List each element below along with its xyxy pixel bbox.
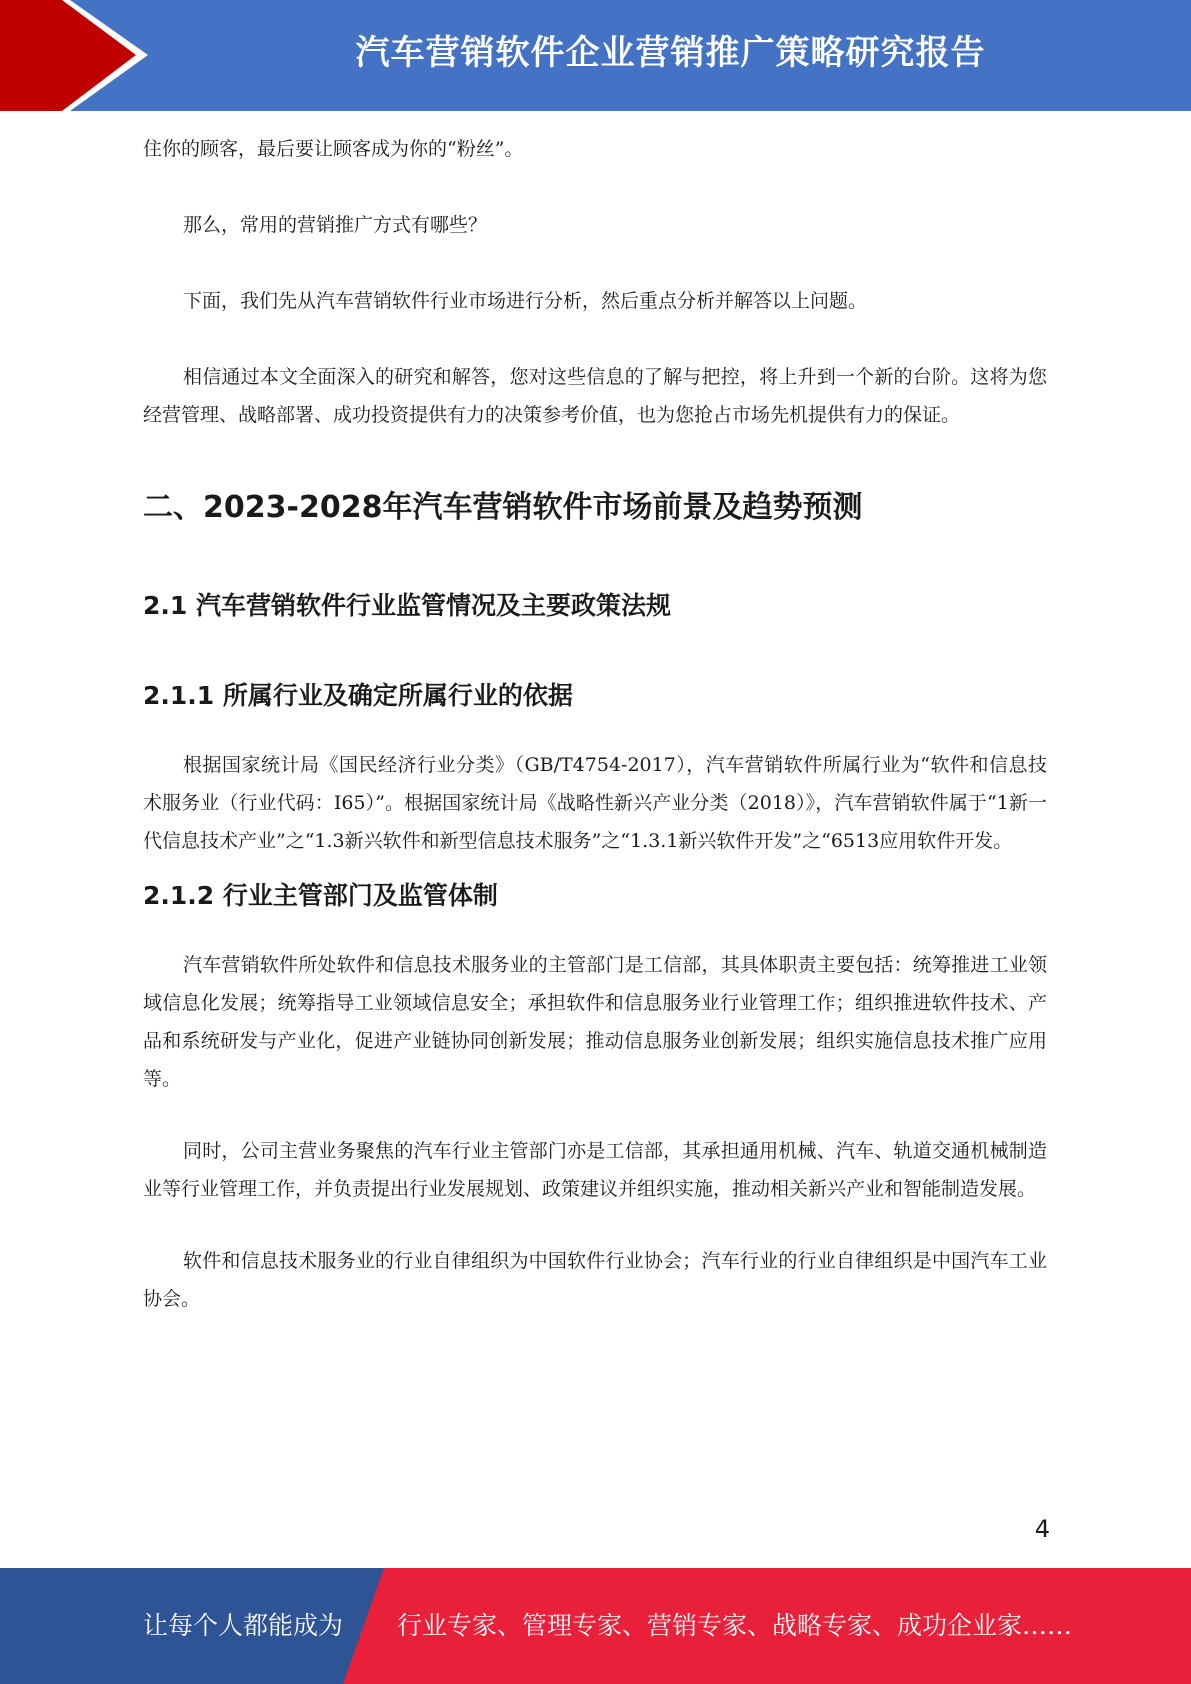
- page-header: [0, 0, 1191, 111]
- footer-slogan-left: 让每个人都能成为: [143, 1611, 344, 1640]
- footer-slogan-right: 行业专家、管理专家、营销专家、战略专家、成功企业家……: [397, 1611, 1073, 1640]
- subsection-heading: 2.1 汽车营销软件行业监管情况及主要政策法规: [143, 591, 671, 620]
- subsubsection-heading: 2.1.2 行业主管部门及监管体制: [143, 881, 498, 910]
- page-number: 4: [1034, 1515, 1050, 1543]
- page-footer: [0, 1568, 1191, 1684]
- subsubsection-heading: 2.1.1 所属行业及确定所属行业的依据: [143, 681, 573, 710]
- paragraph: 相信通过本文全面深入的研究和解答，您对这些信息的了解与把控，将上升到一个新的台阶。这将为您经营管理、战略部署、成功投资提供有力的决策参考价值，也为您抢占市场先机提供有力的保证。: [143, 366, 1047, 426]
- report-title: 汽车营销软件企业营销推广策略研究报告: [355, 33, 986, 73]
- paragraph: 那么，常用的营销推广方式有哪些？: [183, 214, 488, 236]
- section-heading: 二、2023-2028年汽车营销软件市场前景及趋势预测: [143, 490, 863, 525]
- red-chevron-icon: [0, 0, 160, 111]
- page-content: [143, 130, 1047, 1318]
- paragraph: 下面，我们先从汽车营销软件行业市场进行分析，然后重点分析并解答以上问题。: [183, 290, 868, 312]
- paragraph: 汽车营销软件所处软件和信息技术服务业的主管部门是工信部，其具体职责主要包括：统筹推进工业领域信息化发展；统筹指导工业领域信息安全；承担软件和信息服务业行业管理工作；组织推进软件技术、产品和系统研发与产业化，促进产业链协同创新发展；推动信息服务业创新发展；组织实施信息技术推广应用等。: [143, 954, 1047, 1090]
- paragraph: 住你的顾客，最后要让顾客成为你的“粉丝”。: [143, 138, 524, 160]
- paragraph: 同时，公司主营业务聚焦的汽车行业主管部门亦是工信部，其承担通用机械、汽车、轨道交通机械制造业等行业管理工作，并负责提出行业发展规划、政策建议并组织实施，推动相关新兴产业和智能制造发展。: [143, 1140, 1047, 1200]
- paragraph: 软件和信息技术服务业的行业自律组织为中国软件行业协会；汽车行业的行业自律组织是中国汽车工业协会。: [143, 1250, 1047, 1310]
- paragraph: 根据国家统计局《国民经济行业分类》（GB/T4754-2017），汽车营销软件所属行业为“软件和信息技术服务业（行业代码：I65）”。根据国家统计局《战略性新兴产业分类（2018）》，汽车营销软件属于“1新一代信息技术产业”之“1.3新兴软件和新型信息技术服务”之“1.3.1新兴软件开发”之“6513应用软件开发。: [143, 754, 1047, 852]
